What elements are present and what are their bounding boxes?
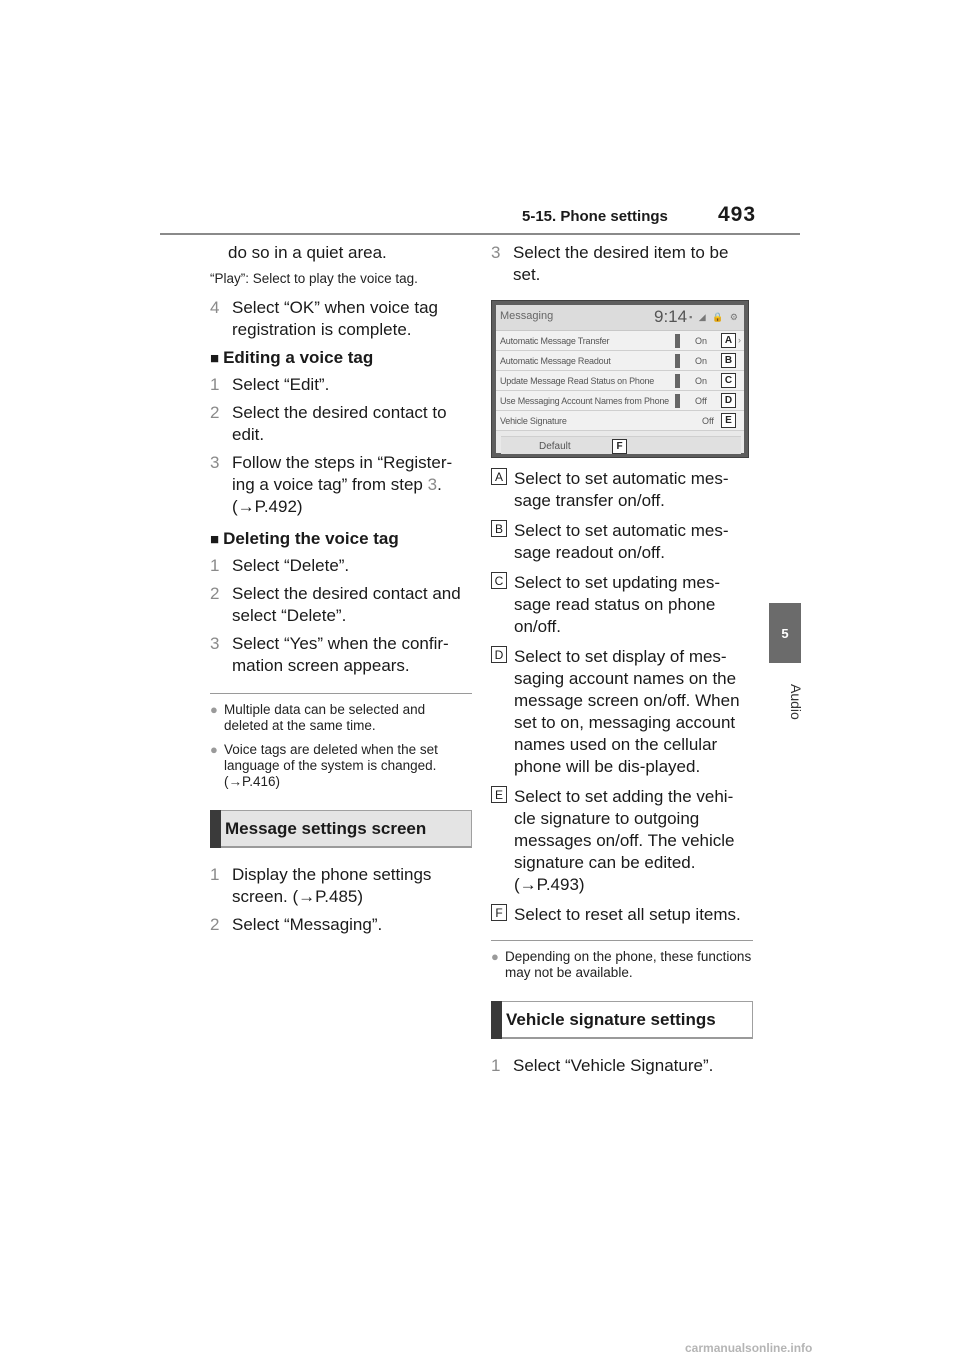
- section-title: 5-15. Phone settings: [522, 208, 668, 225]
- section-bar: [210, 810, 221, 848]
- square-bullet-icon: ■: [210, 531, 220, 548]
- step-number: 2: [210, 915, 220, 934]
- circle-bullet-icon: ●: [210, 742, 218, 757]
- select-item-step: [491, 242, 753, 286]
- callout-letter: F: [491, 904, 507, 921]
- chevron-right-icon: ›: [738, 335, 741, 345]
- header-rule: [160, 233, 800, 235]
- note-text: Depending on the phone, these functions may not be available.: [505, 949, 752, 980]
- callout-letter: C: [491, 572, 507, 589]
- step-text: Select “Delete”.: [232, 556, 350, 575]
- page-number: 493: [718, 203, 757, 226]
- row-value: Off: [695, 396, 707, 406]
- circle-bullet-icon: ●: [491, 949, 499, 964]
- step-text-cont: . (: [232, 475, 442, 516]
- edit-step-2: [210, 402, 472, 446]
- step-number: 4: [210, 298, 220, 317]
- row-value: On: [695, 336, 708, 346]
- step-number: 1: [210, 865, 220, 884]
- deleting-heading: [210, 528, 472, 551]
- item-text: Select to reset all setup items.: [514, 905, 741, 924]
- step-number: 1: [210, 556, 220, 575]
- delete-step-1: [210, 555, 472, 577]
- delete-step-3: [210, 633, 472, 677]
- screen-header: [496, 305, 744, 331]
- step-text: Select “OK” when voice tag registration is complete.: [232, 298, 438, 339]
- note-text-end: ): [275, 774, 281, 789]
- msg-step-2: [210, 914, 472, 936]
- step-text: Select the desired contact and select “Delete”.: [232, 584, 461, 625]
- page-ref-link[interactable]: P.493: [536, 875, 579, 894]
- callout-letter: D: [491, 646, 507, 663]
- callout-tag: F: [612, 439, 627, 454]
- step-text: Select “Messaging”.: [232, 915, 383, 934]
- step-number: 1: [210, 375, 220, 394]
- row-label: Update Message Read Status on Phone: [500, 376, 655, 386]
- setting-row-account-names[interactable]: [496, 391, 744, 411]
- step-text: Select the desired item to be set.: [513, 243, 729, 284]
- page-ref-link[interactable]: P.492: [254, 497, 297, 516]
- edit-step-3: [210, 452, 472, 518]
- callout-tag: D: [721, 393, 736, 408]
- toggle-indicator: [675, 334, 680, 348]
- step-number: 1: [491, 1056, 501, 1075]
- arrow-icon: →: [228, 774, 242, 789]
- item-text: Select to set automatic mes-sage readout on/off.: [514, 521, 729, 562]
- step-text: Select “Edit”.: [232, 375, 330, 394]
- row-value: On: [695, 356, 708, 366]
- row-value: Off: [702, 416, 714, 426]
- row-label: Automatic Message Readout: [500, 356, 611, 366]
- edit-step-1: [210, 374, 472, 396]
- chapter-number: 5: [781, 625, 789, 641]
- chapter-label: Audio: [788, 684, 804, 720]
- row-label: Automatic Message Transfer: [500, 336, 610, 346]
- circle-bullet-icon: ●: [210, 702, 218, 717]
- item-b: [491, 520, 753, 564]
- note-phone-dependent: [491, 949, 753, 981]
- toggle-indicator: [675, 354, 680, 368]
- delete-step-2: [210, 583, 472, 627]
- setting-row-read-status[interactable]: [496, 371, 744, 391]
- step-text: Select “Vehicle Signature”.: [513, 1056, 714, 1075]
- callout-tag: E: [721, 413, 736, 428]
- note-language-change: [210, 742, 472, 790]
- item-c: [491, 572, 753, 638]
- item-d: [491, 646, 753, 778]
- section-bar: [491, 1001, 502, 1039]
- vs-step-1: [491, 1055, 753, 1077]
- step-ref-number: 3: [427, 475, 438, 494]
- default-label: Default: [539, 441, 571, 452]
- square-bullet-icon: ■: [210, 350, 220, 367]
- item-f: [491, 904, 753, 926]
- note-text: Multiple data can be selected and deleted at the same time.: [224, 702, 426, 733]
- step-text: Select “Yes” when the confir-mation screen appears.: [232, 634, 449, 675]
- setting-row-vehicle-signature[interactable]: [496, 411, 744, 431]
- row-label: Vehicle Signature: [500, 416, 567, 426]
- play-note: “Play”: Select to play the voice tag.: [210, 271, 418, 286]
- screen-clock: 9:14: [654, 307, 688, 326]
- step-text-end: ): [357, 887, 364, 906]
- item-text: Select to set adding the vehi-cle signature to outgoing messages on/off. The vehicle signature can be edited. (: [514, 787, 735, 894]
- note-text: Voice tags are deleted when the set language of the system is changed. (: [224, 742, 438, 789]
- note-multiple-delete: [210, 702, 472, 734]
- item-text: Select to set updating mes-sage read status on phone on/off.: [514, 573, 721, 636]
- section-title: Message settings screen: [225, 818, 427, 838]
- step-number: 3: [210, 634, 220, 653]
- item-text: Select to set automatic mes-sage transfer on/off.: [514, 469, 729, 510]
- step-4: [210, 297, 472, 341]
- right-column: [491, 240, 753, 1083]
- messaging-screenshot: [491, 300, 749, 458]
- row-label: Use Messaging Account Names from Phone: [500, 396, 669, 406]
- toggle-indicator: [675, 374, 680, 388]
- deleting-title: Deleting the voice tag: [223, 529, 399, 548]
- step-number: 2: [210, 584, 220, 603]
- step-number: 2: [210, 403, 220, 422]
- left-column: [210, 240, 472, 942]
- callout-letter: B: [491, 520, 507, 537]
- toggle-indicator: [675, 394, 680, 408]
- step-number: 3: [491, 243, 501, 262]
- row-value: On: [695, 376, 708, 386]
- note-divider: [210, 693, 472, 694]
- arrow-icon: →: [519, 875, 537, 894]
- editing-heading: [210, 347, 472, 370]
- step-text-end: ): [296, 497, 303, 516]
- item-a: [491, 468, 753, 512]
- arrow-icon: →: [237, 497, 255, 516]
- step-number: 3: [210, 453, 220, 472]
- screen-title: Messaging: [500, 310, 554, 322]
- arrow-icon: →: [298, 887, 316, 906]
- msg-step-1: [210, 864, 472, 908]
- screen: [496, 305, 744, 453]
- callout-tag: B: [721, 353, 736, 368]
- callout-tag: C: [721, 373, 736, 388]
- site-watermark: carmanualsonline.info: [685, 1341, 813, 1355]
- step-text: Follow the steps in “Register-ing a voice tag” from step: [232, 453, 453, 494]
- item-text: Select to set display of mes-saging account names on the message screen on/off. When set to on, messaging account names used on the cellular phone will be dis-played.: [514, 647, 740, 776]
- item-e: [491, 786, 753, 896]
- section-title: Vehicle signature settings: [506, 1009, 716, 1029]
- message-settings-section: [210, 810, 472, 848]
- page-ref-link[interactable]: P.485: [315, 887, 358, 906]
- status-icons: ▪ ◢ 🔒 ⚙: [689, 312, 740, 322]
- callout-letter: A: [491, 468, 507, 485]
- intro-text: do so in a quiet area.: [228, 243, 387, 262]
- callout-letter: E: [491, 786, 507, 803]
- note-divider: [491, 940, 753, 941]
- callout-tag: A: [721, 333, 736, 348]
- setting-row-message-readout[interactable]: [496, 351, 744, 371]
- page-ref-link[interactable]: P.416: [242, 774, 276, 789]
- default-button[interactable]: [501, 436, 741, 454]
- chapter-tab: [769, 603, 801, 663]
- step-text: Display the phone settings screen. (: [232, 865, 432, 906]
- item-text-end: ): [578, 875, 585, 894]
- vehicle-signature-section: [491, 1001, 753, 1039]
- editing-title: Editing a voice tag: [223, 348, 374, 367]
- setting-row-message-transfer[interactable]: [496, 331, 744, 351]
- step-text: Select the desired contact to edit.: [232, 403, 447, 444]
